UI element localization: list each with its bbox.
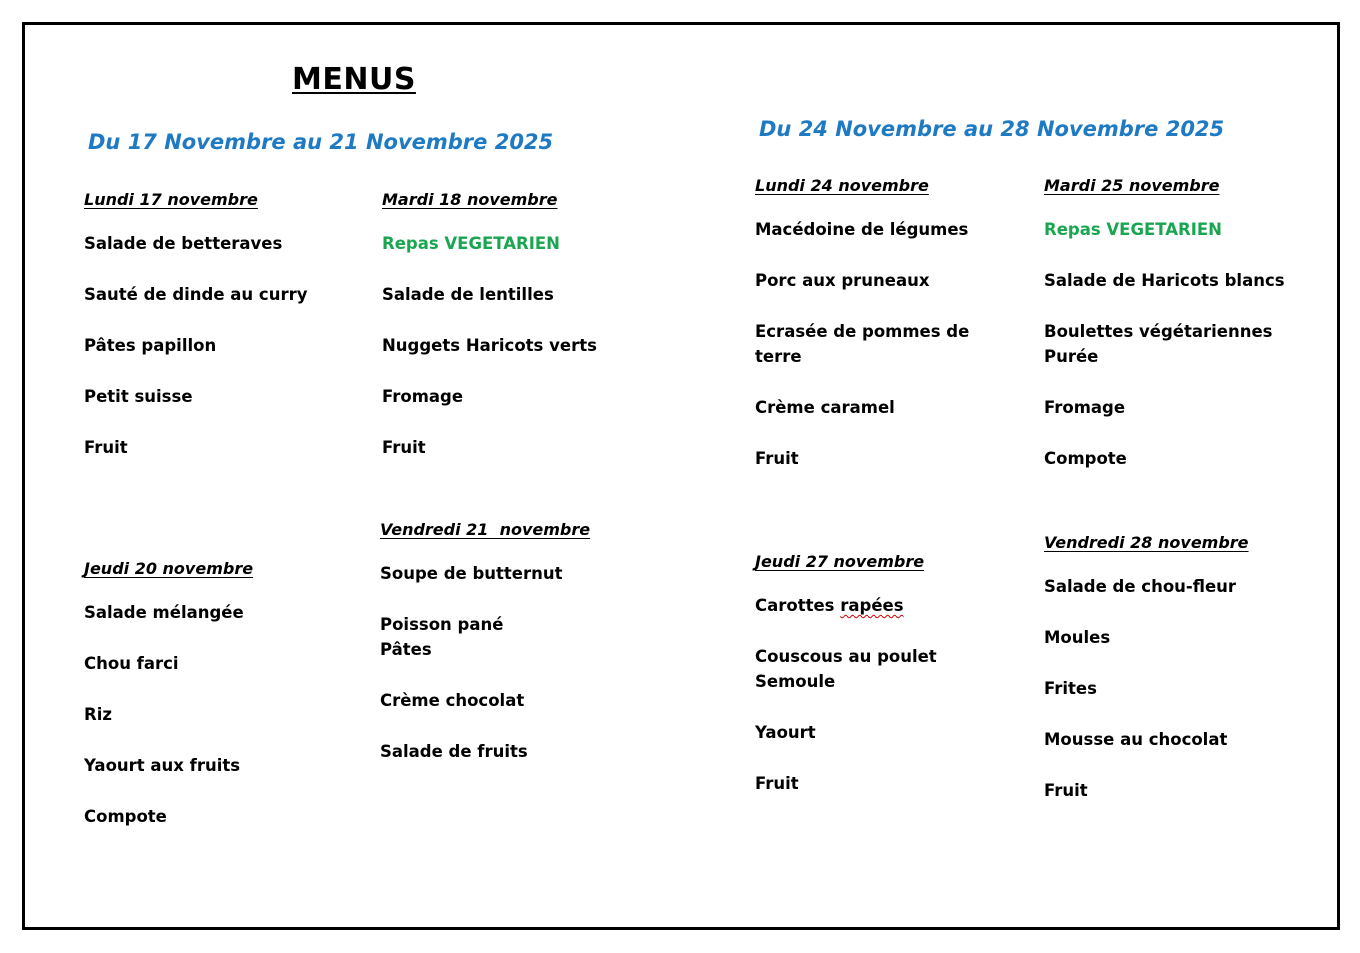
dish: Ecrasée de pommes de terre [755,322,970,366]
dish: Nuggets Haricots verts [382,336,597,355]
day-heading: Jeudi 27 novembre [755,552,925,571]
dish: Salade mélangée [84,603,244,622]
dish: Salade de chou-fleur [1044,577,1237,596]
day-heading: Mardi 18 novembre [382,190,558,209]
week1-tuesday [382,190,662,486]
week1-thursday [84,559,364,855]
week2-tuesday [1044,176,1324,497]
week1-friday [380,520,660,790]
dish: Crème chocolat [380,691,525,710]
dish: Porc aux pruneaux [755,271,930,290]
dish: Sauté de dinde au curry [84,285,308,304]
dish: Fruit [755,449,799,468]
dish: Yaourt aux fruits [84,756,241,775]
dish: Fruit [382,438,426,457]
dish: Fruit [755,774,799,793]
dish: Soupe de butternut [380,564,563,583]
dish: Crème caramel [755,398,895,417]
week2-friday [1044,533,1324,829]
day-heading: Lundi 24 novembre [755,176,929,195]
day-heading: Jeudi 20 novembre [84,559,254,578]
dish: Compote [1044,449,1127,468]
dish: Boulettes végétariennes Purée [1044,322,1273,366]
dish: Moules [1044,628,1111,647]
dish: Fruit [84,438,128,457]
dish: Couscous au poulet Semoule [755,647,937,691]
dish: Fruit [1044,781,1088,800]
dish: Compote [84,807,167,826]
dish: Fromage [382,387,464,406]
dish-text: Carottes [755,596,841,615]
day-heading: Lundi 17 novembre [84,190,258,209]
menu-title: MENUS [292,62,416,97]
dish: Poisson pané Pâtes [380,615,504,659]
dish: Salade de betteraves [84,234,283,253]
day-heading: Vendredi 21 novembre [380,520,591,539]
week1-monday [84,190,364,486]
dish: Salade de Haricots blancs [1044,271,1285,290]
dish: Mousse au chocolat [1044,730,1228,749]
dish [755,593,1035,618]
day-heading: Vendredi 28 novembre [1044,533,1249,552]
week2-range: Du 24 Novembre au 28 Novembre 2025 [759,117,1225,141]
vegetarian-note: Repas VEGETARIEN [382,234,560,253]
dish: Riz [84,705,112,724]
dish: Chou farci [84,654,179,673]
week2-thursday [755,552,1035,822]
dish: Frites [1044,679,1097,698]
dish: Petit suisse [84,387,193,406]
vegetarian-note: Repas VEGETARIEN [1044,220,1222,239]
spellcheck-flagged-word: rapées [840,596,904,615]
dish: Macédoine de légumes [755,220,969,239]
dish: Salade de fruits [380,742,528,761]
day-heading: Mardi 25 novembre [1044,176,1220,195]
week2-monday [755,176,985,497]
dish: Yaourt [755,723,816,742]
dish: Salade de lentilles [382,285,554,304]
week1-range: Du 17 Novembre au 21 Novembre 2025 [88,130,554,154]
dish: Pâtes papillon [84,336,217,355]
dish: Fromage [1044,398,1126,417]
